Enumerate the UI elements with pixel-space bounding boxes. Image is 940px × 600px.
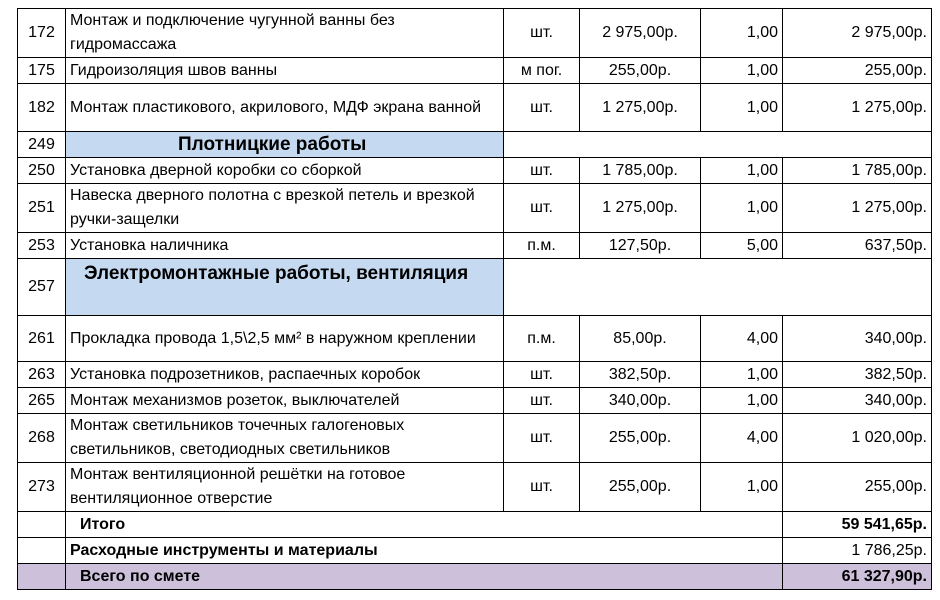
price-cell: 1 785,00р. [580,158,701,184]
empty-cell [18,512,66,538]
price-cell: 255,00р. [580,414,701,463]
row-number: 257 [18,259,66,316]
table-row [18,84,932,132]
subtotal-value: 59 541,65р. [783,512,932,538]
sum-cell: 340,00р. [783,388,932,414]
work-description: Монтаж пластикового, акрилового, МДФ экрана ванной [66,84,504,132]
price-cell: 255,00р. [580,58,701,84]
row-number: 251 [18,184,66,233]
row-number: 263 [18,362,66,388]
table-row [18,414,932,463]
table-row [18,463,932,512]
empty-cell [504,132,932,158]
work-description: Монтаж светильников точечных галогеновых светильников, светодиодных светильников [66,414,504,463]
table-row [18,362,932,388]
price-cell: 340,00р. [580,388,701,414]
quantity-cell: 1,00 [701,158,783,184]
empty-cell [18,538,66,564]
sum-cell: 1 275,00р. [783,184,932,233]
unit-cell: п.м. [504,316,580,362]
quantity-cell: 1,00 [701,184,783,233]
row-number: 175 [18,58,66,84]
quantity-cell: 1,00 [701,58,783,84]
unit-cell: шт. [504,158,580,184]
work-description: Гидроизоляция швов ванны [66,58,504,84]
section-row [18,132,932,158]
table-row [18,58,932,84]
section-title: Электромонтажные работы, вентиляция [66,259,504,316]
work-description: Установка наличника [66,233,504,259]
sum-cell: 1 785,00р. [783,158,932,184]
price-cell: 1 275,00р. [580,84,701,132]
subtotal-label: Итого [66,512,783,538]
sum-cell: 340,00р. [783,316,932,362]
estimate-table [17,8,932,590]
price-cell: 382,50р. [580,362,701,388]
work-description: Установка подрозетников, распаечных коробок [66,362,504,388]
row-number: 265 [18,388,66,414]
unit-cell: м пог. [504,58,580,84]
unit-cell: шт. [504,463,580,512]
table-row [18,158,932,184]
quantity-cell: 4,00 [701,316,783,362]
unit-cell: шт. [504,414,580,463]
section-row [18,259,932,316]
quantity-cell: 1,00 [701,84,783,132]
table-row [18,184,932,233]
unit-cell: п.м. [504,233,580,259]
sum-cell: 2 975,00р. [783,9,932,58]
row-number: 273 [18,463,66,512]
sum-cell: 1 020,00р. [783,414,932,463]
row-number: 261 [18,316,66,362]
empty-cell [18,564,66,590]
quantity-cell: 1,00 [701,9,783,58]
grand-total-row [18,564,932,590]
price-cell: 85,00р. [580,316,701,362]
table-row [18,9,932,58]
subtotal-row [18,512,932,538]
price-cell: 127,50р. [580,233,701,259]
price-cell: 255,00р. [580,463,701,512]
table-row [18,233,932,259]
grand-total-value: 61 327,90р. [783,564,932,590]
row-number: 172 [18,9,66,58]
unit-cell: шт. [504,9,580,58]
row-number: 253 [18,233,66,259]
row-number: 250 [18,158,66,184]
grand-total-label: Всего по смете [66,564,783,590]
section-title: Плотницкие работы [66,132,504,158]
row-number: 182 [18,84,66,132]
work-description: Навеска дверного полотна с врезкой петель и врезкой ручки-защелки [66,184,504,233]
work-description: Прокладка провода 1,5\2,5 мм² в наружном креплении [66,316,504,362]
sum-cell: 255,00р. [783,58,932,84]
quantity-cell: 1,00 [701,388,783,414]
price-cell: 1 275,00р. [580,184,701,233]
work-description: Монтаж и подключение чугунной ванны без гидромассажа [66,9,504,58]
quantity-cell: 1,00 [701,463,783,512]
price-cell: 2 975,00р. [580,9,701,58]
table-row [18,316,932,362]
row-number: 249 [18,132,66,158]
unit-cell: шт. [504,184,580,233]
materials-value: 1 786,25р. [783,538,932,564]
work-description: Установка дверной коробки со сборкой [66,158,504,184]
unit-cell: шт. [504,388,580,414]
quantity-cell: 5,00 [701,233,783,259]
table-row [18,388,932,414]
unit-cell: шт. [504,362,580,388]
empty-cell [504,259,932,316]
materials-row [18,538,932,564]
row-number: 268 [18,414,66,463]
work-description: Монтаж механизмов розеток, выключателей [66,388,504,414]
materials-label: Расходные инструменты и материалы [66,538,783,564]
sum-cell: 255,00р. [783,463,932,512]
quantity-cell: 1,00 [701,362,783,388]
sum-cell: 637,50р. [783,233,932,259]
work-description: Монтаж вентиляционной решётки на готовое вентиляционное отверстие [66,463,504,512]
unit-cell: шт. [504,84,580,132]
sum-cell: 1 275,00р. [783,84,932,132]
sum-cell: 382,50р. [783,362,932,388]
quantity-cell: 4,00 [701,414,783,463]
